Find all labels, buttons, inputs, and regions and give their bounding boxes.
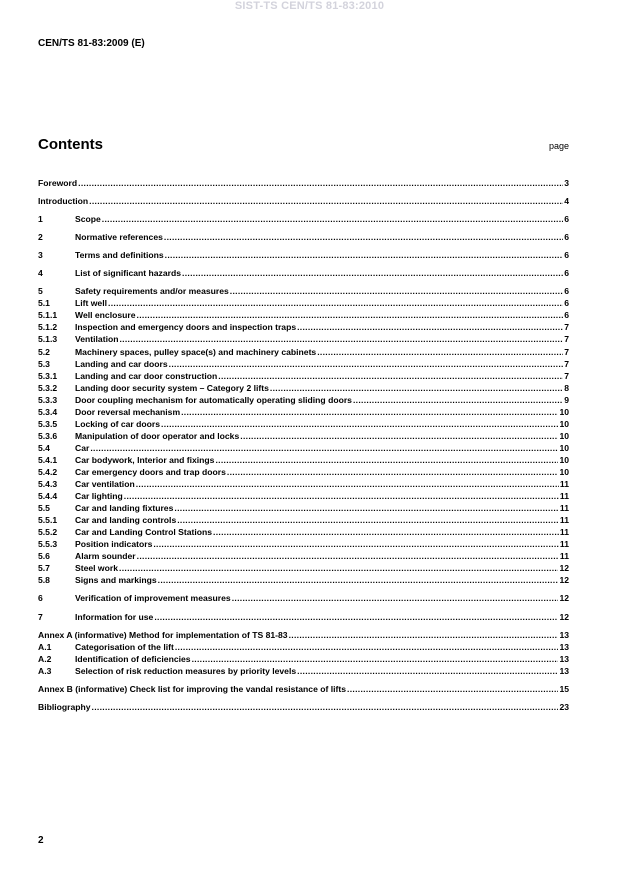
toc-dot-leader <box>158 574 559 586</box>
toc-entry-page: 11 <box>559 479 569 490</box>
toc-dot-leader <box>181 406 558 418</box>
toc-entry-number: 1 <box>38 214 43 225</box>
toc-entry-page: 10 <box>559 466 569 477</box>
toc-entry-number: 5.1.1 <box>38 310 58 321</box>
toc-entry-page: 12 <box>559 593 569 604</box>
toc-entry-title: Annex A (informative) Method for implementation of TS 81-83 <box>38 629 288 640</box>
toc-entry[interactable] <box>38 309 569 321</box>
toc-entry-title: Car and landing controls <box>75 515 177 526</box>
toc-entry-page: 7 <box>564 346 569 357</box>
toc-entry-number: 5.6 <box>38 551 50 562</box>
toc-entry-number: 5.1.3 <box>38 334 58 345</box>
toc-entry[interactable] <box>38 442 569 454</box>
toc-entry-title: Scope <box>75 214 101 225</box>
toc-entry[interactable] <box>38 213 569 225</box>
toc-dot-leader <box>136 478 559 490</box>
toc-entry-title: Car ventilation <box>75 479 135 490</box>
toc-entry-page: 13 <box>559 629 569 640</box>
toc-entry-page: 6 <box>564 268 569 279</box>
toc-entry-number: 5.5.2 <box>38 527 58 538</box>
toc-entry[interactable] <box>38 526 569 538</box>
toc-entry-title: Normative references <box>75 232 163 243</box>
toc-entry-number: 5.3.3 <box>38 394 58 405</box>
toc-entry-number: 5.5.3 <box>38 539 58 550</box>
toc-entry[interactable] <box>38 333 569 345</box>
toc-entry[interactable] <box>38 267 569 279</box>
toc-entry-title: Landing door security system – Category 2 lifts <box>75 382 269 393</box>
toc-entry-page: 6 <box>564 250 569 261</box>
toc-entry-number: 5.4.2 <box>38 466 58 477</box>
toc-entry-title: Locking of car doors <box>75 418 160 429</box>
toc-dot-leader <box>297 665 558 677</box>
toc-entry-title: Position indicators <box>75 539 153 550</box>
toc-entry-page: 10 <box>559 418 569 429</box>
toc-dot-leader <box>347 683 558 695</box>
toc-entry-number: A.1 <box>38 641 52 652</box>
toc-entry-number: 5.3.1 <box>38 370 58 381</box>
toc-dot-leader <box>192 653 559 665</box>
toc-entry-title: Well enclosure <box>75 310 136 321</box>
toc-entry-title: Identification of deficiencies <box>75 653 191 664</box>
toc-entry-number: 3 <box>38 250 43 261</box>
toc-dot-leader <box>161 418 558 430</box>
toc-entry[interactable] <box>38 665 569 677</box>
toc-dot-leader <box>230 285 563 297</box>
toc-dot-leader <box>78 177 563 189</box>
toc-entry-number: 5.7 <box>38 563 50 574</box>
toc-dot-leader <box>165 249 564 261</box>
toc-entry-page: 13 <box>559 665 569 676</box>
toc-entry[interactable] <box>38 297 569 309</box>
toc-entry-page: 10 <box>559 406 569 417</box>
toc-entry-number: 5.4.3 <box>38 479 58 490</box>
toc-entry-number: 6 <box>38 593 43 604</box>
toc-entry-page: 11 <box>559 515 569 526</box>
page-number: 2 <box>38 835 44 846</box>
toc-entry[interactable] <box>38 370 569 382</box>
toc-entry[interactable] <box>38 394 569 406</box>
toc-entry-page: 23 <box>559 701 569 712</box>
toc-entry-number: 5.3.2 <box>38 382 58 393</box>
toc-entry-page: 9 <box>564 394 569 405</box>
toc-dot-leader <box>213 526 559 538</box>
toc-entry-title: Steel work <box>75 563 118 574</box>
toc-entry-number: 5.5 <box>38 503 50 514</box>
toc-entry-page: 7 <box>564 358 569 369</box>
toc-entry[interactable] <box>38 562 569 574</box>
toc-entry-page: 11 <box>559 491 569 502</box>
toc-dot-leader <box>182 267 563 279</box>
toc-entry-number: 5.1 <box>38 298 50 309</box>
toc-entry-title: Introduction <box>38 196 89 207</box>
toc-entry-title: Categorisation of the lift <box>75 641 174 652</box>
toc-entry-number: 5.3.6 <box>38 430 58 441</box>
toc-entry-number: 5.2 <box>38 346 50 357</box>
toc-dot-leader <box>270 382 563 394</box>
toc-entry[interactable] <box>38 641 569 653</box>
toc-dot-leader <box>90 442 558 454</box>
toc-dot-leader <box>297 321 563 333</box>
toc-entry-number: A.3 <box>38 665 52 676</box>
toc-dot-leader <box>137 550 559 562</box>
toc-dot-leader <box>175 641 559 653</box>
toc-entry[interactable] <box>38 358 569 370</box>
page-title: Contents <box>38 136 103 153</box>
toc-entry-title: Annex B (informative) Check list for improving the vandal resistance of lifts <box>38 683 347 694</box>
toc-dot-leader <box>153 538 559 550</box>
toc-entry-page: 12 <box>559 611 569 622</box>
toc-entry-page: 7 <box>564 322 569 333</box>
toc-entry[interactable] <box>38 346 569 358</box>
toc-dot-leader <box>124 490 559 502</box>
toc-dot-leader <box>177 514 559 526</box>
toc-dot-leader <box>169 358 564 370</box>
toc-dot-leader <box>240 430 558 442</box>
toc-dot-leader <box>353 394 563 406</box>
toc-entry-page: 11 <box>559 503 569 514</box>
toc-entry-page: 6 <box>564 310 569 321</box>
toc-dot-leader <box>164 231 563 243</box>
toc-entry-title: Alarm sounder <box>75 551 136 562</box>
toc-entry-title: Inspection and emergency doors and inspection traps <box>75 322 297 333</box>
toc-entry-number: 7 <box>38 611 43 622</box>
toc-entry[interactable] <box>38 406 569 418</box>
toc-entry-title: Car emergency doors and trap doors <box>75 466 226 477</box>
toc-entry[interactable] <box>38 285 569 297</box>
toc-entry-number: 5.3 <box>38 358 50 369</box>
toc-entry-number: 2 <box>38 232 43 243</box>
toc-entry-page: 7 <box>564 370 569 381</box>
toc-entry-number: A.2 <box>38 653 52 664</box>
toc-entry[interactable] <box>38 490 569 502</box>
toc-dot-leader <box>174 502 559 514</box>
toc-entry-page: 4 <box>564 196 569 207</box>
toc-entry[interactable] <box>38 231 569 243</box>
toc-entry[interactable] <box>38 382 569 394</box>
toc-entry[interactable] <box>38 502 569 514</box>
toc-entry-title: Car and Landing Control Stations <box>75 527 213 538</box>
toc-entry-number: 5.3.4 <box>38 406 58 417</box>
toc-entry-title: Signs and markings <box>75 575 157 586</box>
toc-entry-page: 6 <box>564 232 569 243</box>
toc-dot-leader <box>89 195 563 207</box>
toc-entry[interactable] <box>38 249 569 261</box>
toc-entry-title: Machinery spaces, pulley space(s) and machinery cabinets <box>75 346 317 357</box>
toc-dot-leader <box>137 309 564 321</box>
toc-entry-page: 12 <box>559 575 569 586</box>
toc-entry-page: 8 <box>564 382 569 393</box>
toc-entry[interactable] <box>38 177 569 189</box>
toc-entry-number: 5.1.2 <box>38 322 58 333</box>
toc-entry[interactable] <box>38 574 569 586</box>
toc-entry-number: 5.4 <box>38 442 50 453</box>
toc-dot-leader <box>92 701 559 713</box>
toc-entry-title: Safety requirements and/or measures <box>75 286 229 297</box>
toc-entry[interactable] <box>38 466 569 478</box>
toc-entry-page: 3 <box>564 178 569 188</box>
toc-entry[interactable] <box>38 195 569 207</box>
toc-entry-title: Landing and car door construction <box>75 370 218 381</box>
toc-entry-title: Information for use <box>75 611 154 622</box>
watermark: SIST-TS CEN/TS 81-83:2010 <box>234 0 385 12</box>
toc-entry-number: 5.3.5 <box>38 418 58 429</box>
toc-entry[interactable] <box>38 514 569 526</box>
toc-entry-page: 13 <box>559 653 569 664</box>
toc-entry-page: 11 <box>559 539 569 550</box>
toc-entry-title: Manipulation of door operator and locks <box>75 430 240 441</box>
toc-entry[interactable] <box>38 430 569 442</box>
toc-dot-leader <box>215 454 558 466</box>
toc-entry-title: Door reversal mechanism <box>75 406 181 417</box>
toc-entry-number: 5 <box>38 286 43 297</box>
toc-entry-page: 15 <box>559 683 569 694</box>
toc-entry-page: 12 <box>559 563 569 574</box>
document-id: CEN/TS 81-83:2009 (E) <box>38 38 145 49</box>
toc-entry[interactable] <box>38 683 569 695</box>
toc-entry-page: 13 <box>559 641 569 652</box>
toc-entry-number: 5.4.4 <box>38 491 58 502</box>
toc-entry-title: Selection of risk reduction measures by priority levels <box>75 665 297 676</box>
toc-entry-title: Ventilation <box>75 334 119 345</box>
toc-dot-leader <box>317 346 563 358</box>
toc-dot-leader <box>119 562 558 574</box>
toc-entry[interactable] <box>38 701 569 713</box>
toc-entry[interactable] <box>38 629 569 641</box>
toc-entry-title: Door coupling mechanism for automatically operating sliding doors <box>75 394 352 405</box>
toc-entry-page: 6 <box>564 298 569 309</box>
toc-entry-title: Car <box>75 442 90 453</box>
toc-entry-page: 7 <box>564 334 569 345</box>
toc-dot-leader <box>119 333 563 345</box>
toc-entry-page: 10 <box>559 454 569 465</box>
toc-entry-page: 10 <box>559 442 569 453</box>
toc-entry-number: 5.8 <box>38 575 50 586</box>
toc-entry-page: 11 <box>559 527 569 538</box>
toc-entry[interactable] <box>38 592 569 604</box>
toc-entry-title: Car and landing fixtures <box>75 503 174 514</box>
toc-entry-title: Car bodywork, Interior and fixings <box>75 454 215 465</box>
toc-entry-title: List of significant hazards <box>75 268 182 279</box>
toc-entry-number: 4 <box>38 268 43 279</box>
toc-entry-number: 5.4.1 <box>38 454 58 465</box>
toc-entry[interactable] <box>38 611 569 623</box>
toc-entry-page: 6 <box>564 286 569 297</box>
toc-entry[interactable] <box>38 538 569 550</box>
toc-entry[interactable] <box>38 418 569 430</box>
toc-entry-number: 5.5.1 <box>38 515 58 526</box>
toc-entry-title: Verification of improvement measures <box>75 593 231 604</box>
toc-entry[interactable] <box>38 478 569 490</box>
toc-dot-leader <box>289 629 559 641</box>
toc-entry-title: Landing and car doors <box>75 358 168 369</box>
toc-dot-leader <box>108 297 563 309</box>
toc-entry-page: 10 <box>559 430 569 441</box>
toc-entry-page: 11 <box>559 551 569 562</box>
toc-entry[interactable] <box>38 454 569 466</box>
toc-dot-leader <box>227 466 559 478</box>
toc-entry-title: Car lighting <box>75 491 123 502</box>
page-column-label: page <box>548 141 569 151</box>
toc-entry[interactable] <box>38 321 569 333</box>
toc-entry-title: Lift well <box>75 298 107 309</box>
toc-entry-title: Foreword <box>38 178 78 188</box>
toc-dot-leader <box>154 611 558 623</box>
toc-entry-title: Bibliography <box>38 701 91 712</box>
toc-dot-leader <box>218 370 563 382</box>
toc-entry-title: Terms and definitions <box>75 250 164 261</box>
toc-entry[interactable] <box>38 550 569 562</box>
toc-dot-leader <box>102 213 563 225</box>
toc-entry-page: 6 <box>564 214 569 225</box>
toc-dot-leader <box>232 592 559 604</box>
toc-entry[interactable] <box>38 653 569 665</box>
table-of-contents <box>38 177 569 713</box>
